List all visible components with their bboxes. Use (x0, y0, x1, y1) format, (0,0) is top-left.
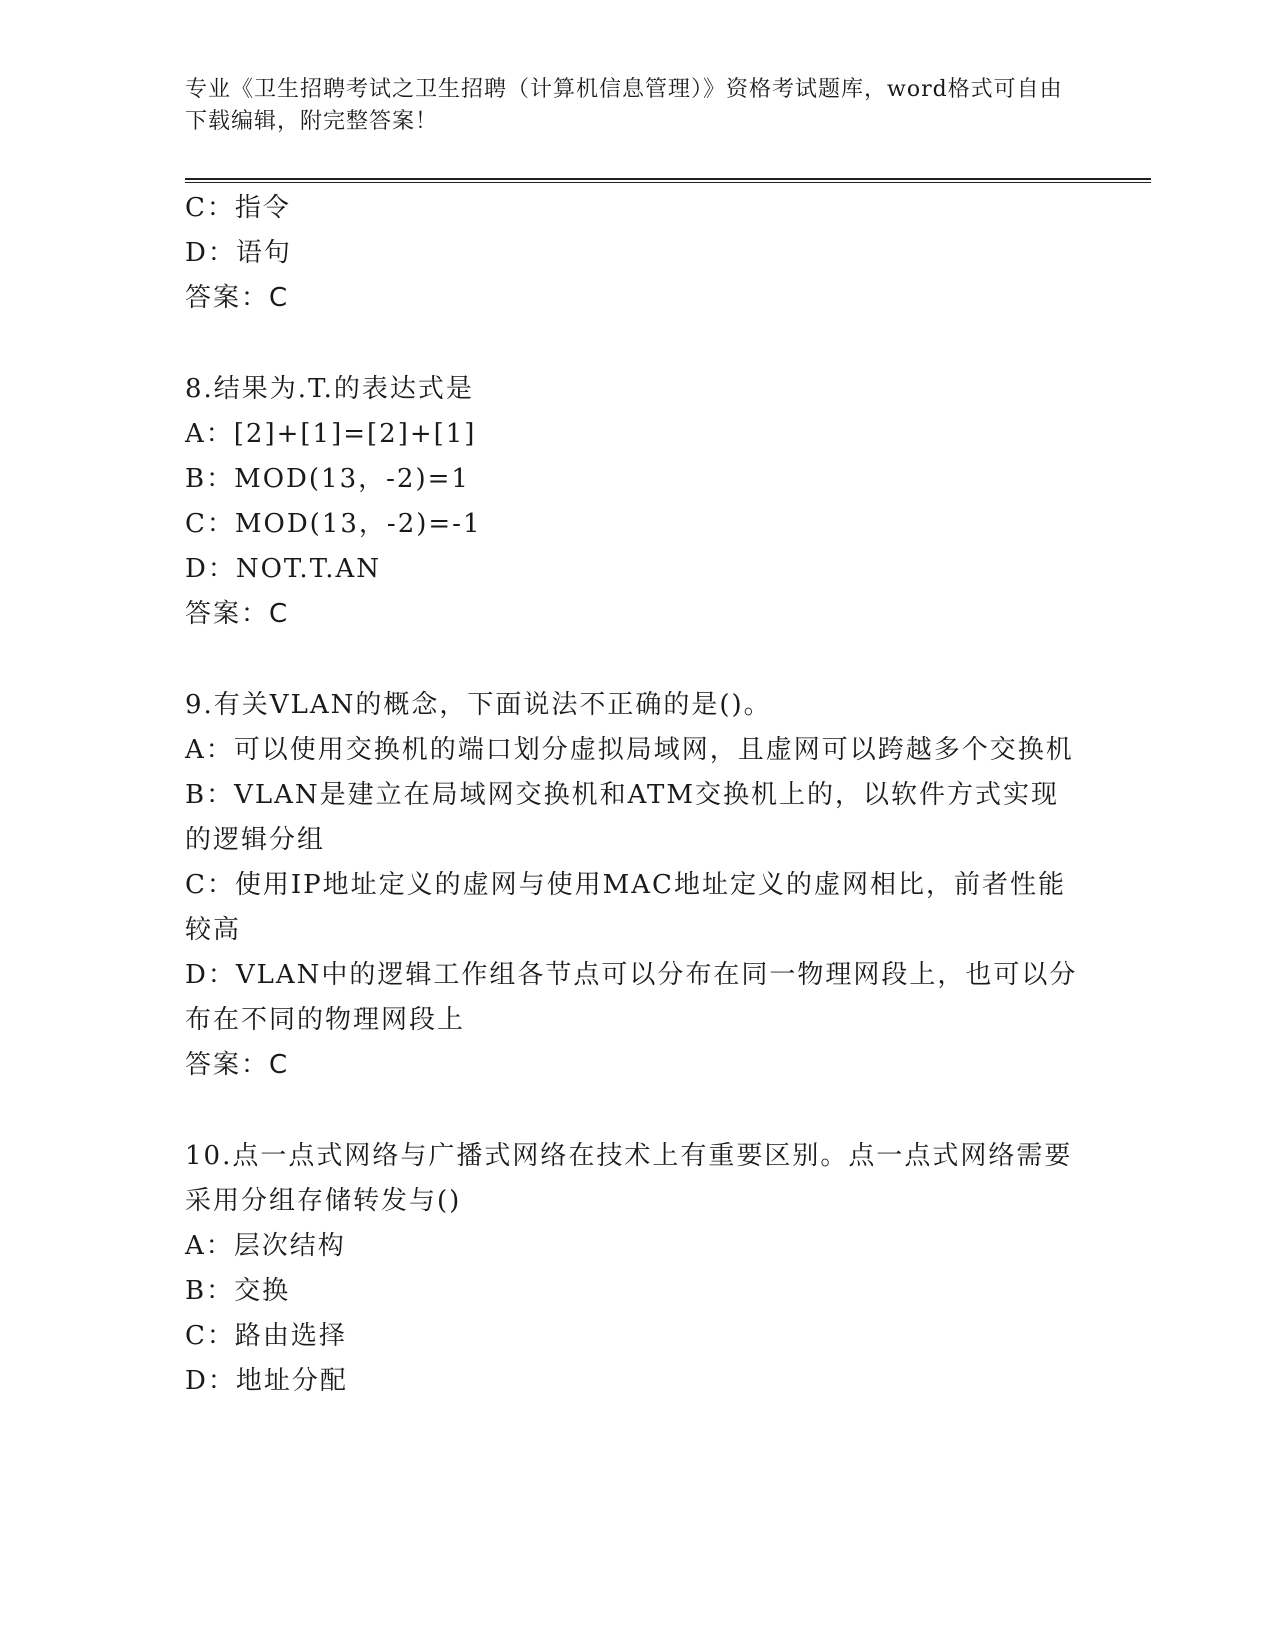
page-header: 专业《卫生招聘考试之卫生招聘（计算机信息管理）》资格考试题库，word格式可自由下载编辑，附完整答案！ (185, 77, 1063, 134)
option-d: D：地址分配 (185, 1366, 348, 1396)
option-c: C：路由选择 (185, 1321, 347, 1351)
question-list (185, 186, 1085, 1404)
question-stem: 9.有关VLAN的概念，下面说法不正确的是()。 (185, 690, 772, 720)
option-a: A：层次结构 (185, 1231, 346, 1261)
option-c: C：指令 (185, 193, 291, 223)
option-a: A：可以使用交换机的端口划分虚拟局域网，且虚网可以跨越多个交换机 (185, 735, 1074, 765)
question-8 (185, 367, 1085, 637)
answer-line: 答案：C (185, 599, 290, 629)
option-b: B：MOD(13，-2)=1 (185, 464, 470, 494)
option-b: B：VLAN是建立在局域网交换机和ATM交换机上的，以软件方式实现的逻辑分组 (185, 780, 1059, 855)
option-c: C：使用IP地址定义的虚网与使用MAC地址定义的虚网相比，前者性能较高 (185, 870, 1066, 945)
option-d: D：语句 (185, 238, 292, 268)
option-b: B：交换 (185, 1276, 291, 1306)
question-9 (185, 683, 1085, 1088)
answer-line: 答案：C (185, 1050, 290, 1080)
option-d: D：NOT.T.AN (185, 554, 382, 584)
answer-line: 答案：C (185, 283, 290, 313)
question-stem: 8.结果为.T.的表达式是 (185, 374, 474, 404)
question-10 (185, 1134, 1085, 1404)
option-d: D：VLAN中的逻辑工作组各节点可以分布在同一物理网段上，也可以分布在不同的物理网段上 (185, 960, 1078, 1035)
question-stem: 10.点一点式网络与广播式网络在技术上有重要区别。点一点式网络需要采用分组存储转发与() (185, 1141, 1073, 1216)
option-c: C：MOD(13，-2)=-1 (185, 509, 482, 539)
question-7-continued (185, 186, 1085, 321)
option-a: A：[2]+[1]=[2]+[1] (185, 419, 477, 449)
header-divider (185, 178, 1151, 183)
